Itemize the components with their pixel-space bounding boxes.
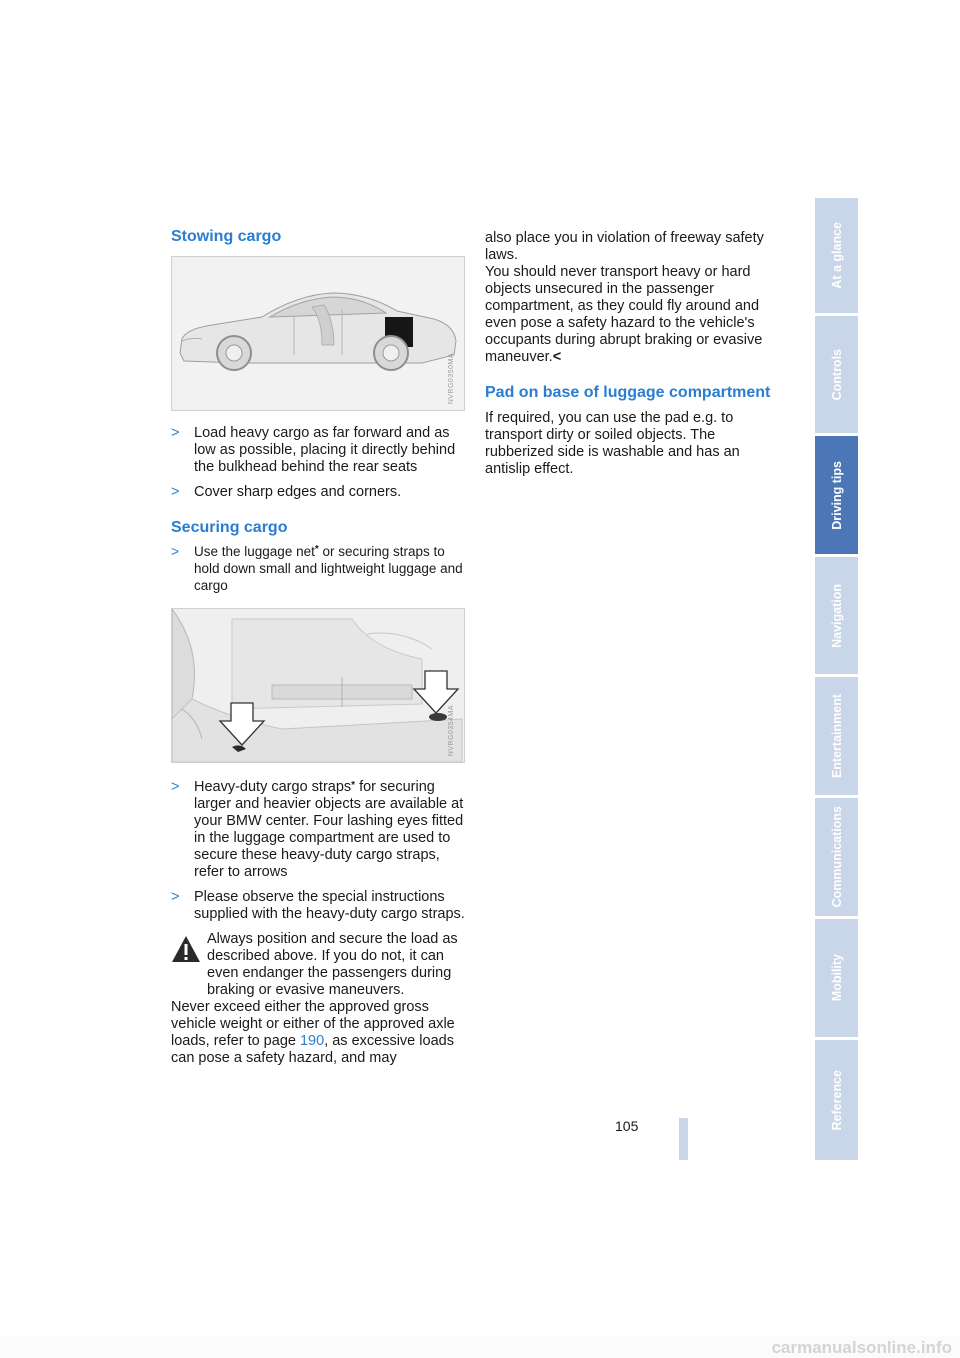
page-reference-link[interactable]: 190 [299,1033,325,1049]
luggage-compartment-illustration [172,609,464,762]
bullet-marker: > [171,889,180,905]
car-side-illustration [172,257,464,410]
figure-code: NVRG0354MA [448,704,455,756]
section-heading-securing-cargo: Securing cargo [171,519,288,536]
footer-watermark: carmanualsonline.info [771,1338,952,1357]
right-column [485,230,780,478]
option-star: * [351,780,356,791]
tab-label: Driving tips [829,460,844,530]
bullet-marker: > [171,779,180,795]
tab-label: Entertainment [829,693,844,779]
tab-entertainment[interactable] [815,677,858,795]
bullet-luggage-net [171,543,466,594]
paragraph-text: You should never transport heavy or hard objects unsecured in the passenger compartment, as they could fly around and even pose a safety hazard to the vehicle's occupants during abrupt braking or evasive maneuver. [485,264,763,365]
end-marker: < [552,349,562,365]
unsecured-objects-warning [485,264,780,366]
warning-text-pre: Never exceed either the approved gross vehicle weight or either of the approved axle loads, refer to page [171,999,455,1049]
bullet-text: Cover sharp edges and corners. [194,484,402,500]
tab-navigation[interactable] [815,557,858,674]
bullet-text: Load heavy cargo as far forward and as low as possible, placing it directly behind the bulkhead behind the rear seats [194,425,456,475]
bullet-special-instructions [171,889,466,923]
tab-driving-tips[interactable] [815,436,858,554]
tab-label: Communications [829,806,844,908]
warning-text-continued [171,999,466,1067]
bullet-text-pre: Use the luggage net [194,544,315,559]
warning-triangle-icon [171,935,201,963]
continuation-text: also place you in violation of freeway safety laws. [485,230,764,263]
tab-label: Reference [829,1069,844,1131]
tab-label: Controls [829,348,844,401]
tab-at-a-glance[interactable] [815,198,858,313]
bullet-load-heavy-cargo [171,425,466,476]
bullet-text-post: or securing straps to hold down small and lightweight luggage and cargo [194,544,463,593]
page-number: 105 [615,1118,639,1134]
tab-mobility[interactable] [815,919,858,1037]
tab-controls[interactable] [815,316,858,433]
warning-text-post: , as excessive loads can pose a safety hazard, and may [171,1033,454,1066]
bullet-text-pre: Heavy-duty cargo straps [194,779,352,795]
warning-block [171,931,466,1067]
tab-communications[interactable] [815,798,858,916]
left-column [171,228,466,1067]
section-heading-pad: Pad on base of luggage compartment [485,384,771,401]
bullet-heavy-duty-straps [171,779,466,881]
warning-text: Always position and secure the load as described above. If you do not, it can even endanger the passengers during braking or evasive maneuvers. [207,931,458,998]
tab-reference[interactable] [815,1040,858,1160]
pad-paragraph: If required, you can use the pad e.g. to transport dirty or soiled objects. The rubberized side is washable and has an antislip effect. [485,410,740,477]
figure-car-cargo-position [171,256,465,411]
tab-label: At a glance [829,222,844,289]
option-star: * [314,544,319,555]
figure-code: NVRG0350MA [448,352,455,404]
bullet-marker: > [171,544,179,559]
tab-label: Navigation [829,583,844,648]
bullet-text-post: for securing larger and heavier objects are available at your BMW center. Four lashing eyes fitted in the luggage compartment are used to secure these heavy-duty cargo straps, refer to arrows [194,779,464,880]
chapter-tab-strip [815,198,858,1160]
bullet-text: Please observe the special instructions supplied with the heavy-duty cargo straps. [194,889,465,922]
bullet-marker: > [171,425,180,441]
bullet-marker: > [171,484,180,500]
bullet-cover-edges [171,484,466,501]
tab-label: Mobility [829,954,844,1002]
section-heading-stowing-cargo: Stowing cargo [171,228,282,245]
footer-watermark-band [0,1336,960,1358]
page-number-bar [679,1118,688,1160]
figure-luggage-compartment-arrows [171,608,465,763]
